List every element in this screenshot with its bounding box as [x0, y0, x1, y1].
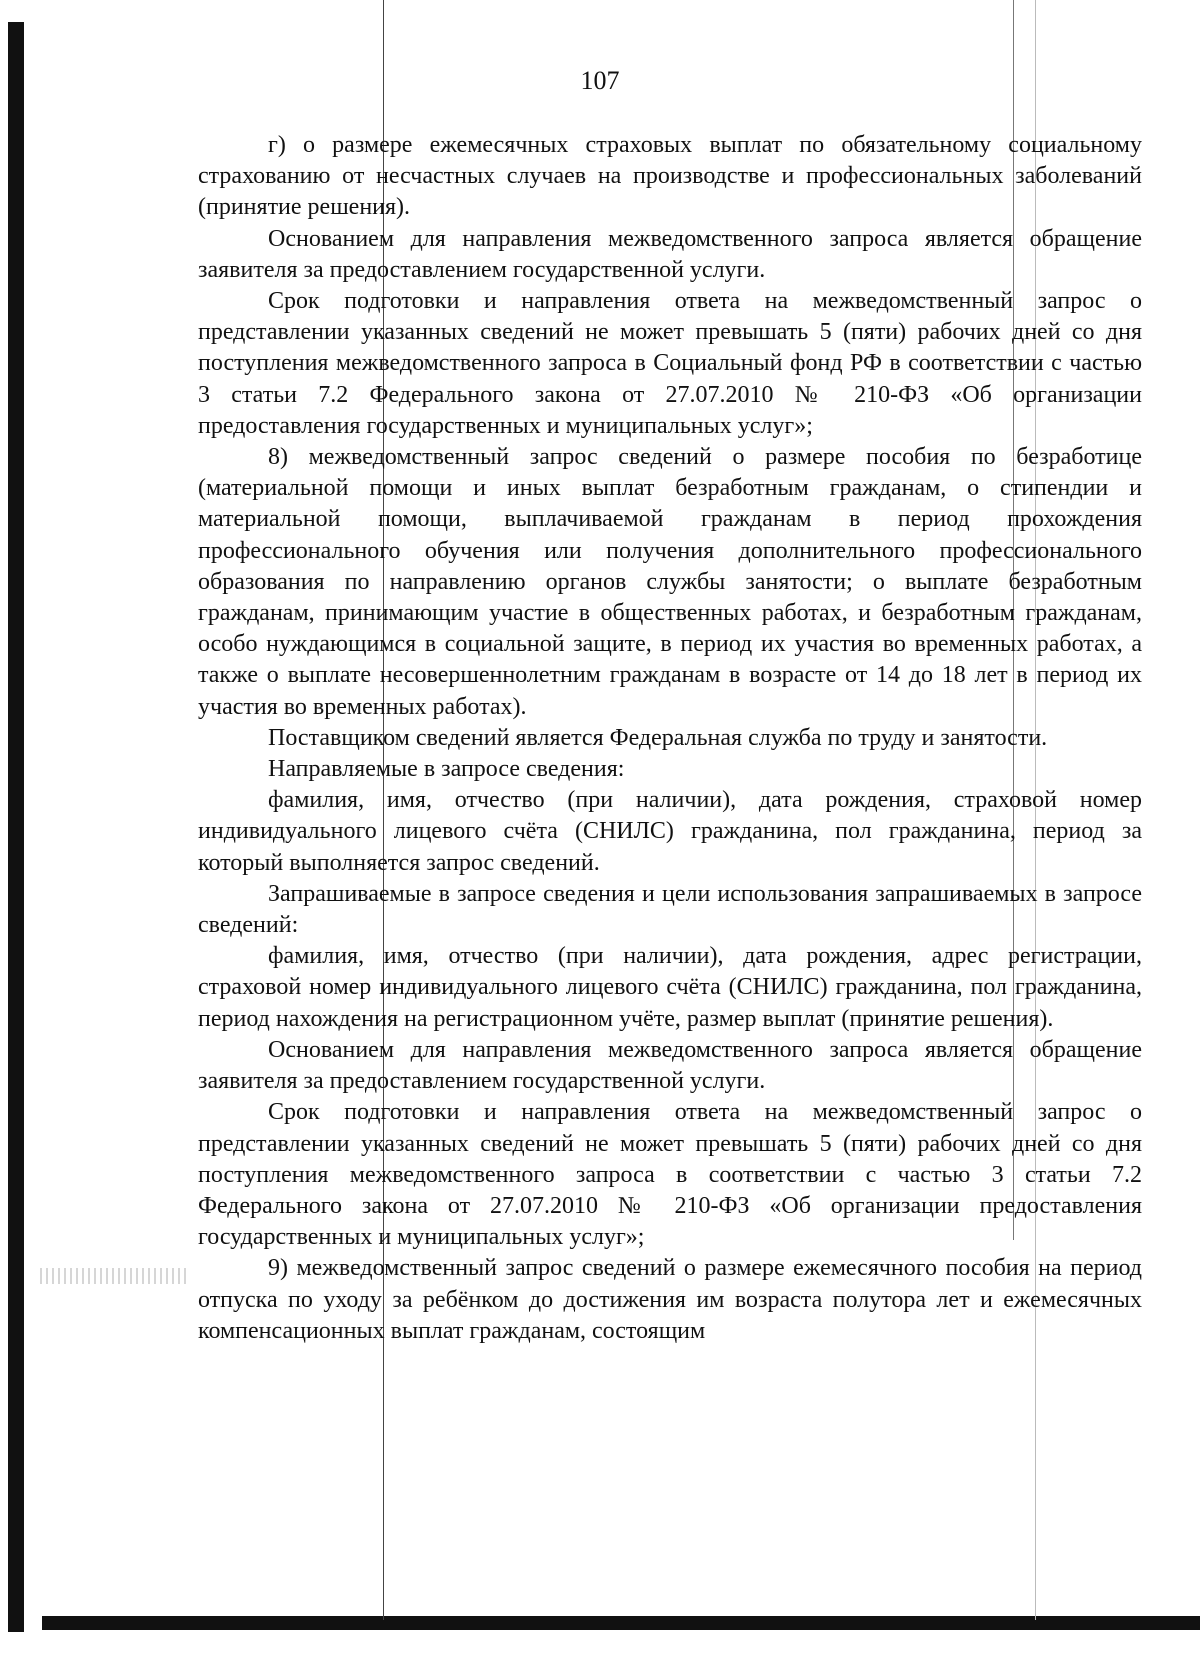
paragraph: фамилия, имя, отчество (при наличии), дата рождения, адрес регистрации, страховой номер индивидуального лицевого счёта (СНИЛС) гражданина, пол гражданина, период нахождения на регистрационном учёте, размер выплат (принятие решения).	[198, 943, 1142, 1032]
paragraph: г) о размере ежемесячных страховых выплат по обязательному социальному страхованию от несчастных случаев на производстве и профессиональных заболеваний (принятие решения).	[198, 132, 1142, 221]
paragraph: фамилия, имя, отчество (при наличии), дата рождения, страховой номер индивидуального лицевого счёта (СНИЛС) гражданина, пол гражданина, период за который выполняется запрос сведений.	[198, 787, 1142, 876]
scan-edge-bottom	[42, 1616, 1200, 1630]
paragraph: Основанием для направления межведомственного запроса является обращение заявителя за предоставлением государственной услуги.	[198, 1036, 1142, 1095]
paragraph: Направляемые в запросе сведения:	[268, 756, 625, 783]
paragraph: Основанием для направления межведомственного запроса является обращение заявителя за предоставлением государственной услуги.	[198, 225, 1142, 283]
paragraph: 8) межведомственный запрос сведений о размере пособия по безработице (материальной помощи и иных выплат безработным гражданам, о стипендии и материальной помощи, выплачиваемой гражданам в период прохождения профессионального обучения или получения дополнительного профессионального образования по направлению органов службы занятости; о выплате безработным гражданам, принимающим участие в общественных работах, и безработным гражданам, особо нуждающимся в социальной защите, в период их участия во временных работах, а также о выплате несовершеннолетним гражданам в возрасте от 14 до 18 лет в период их участия во временных работах).	[198, 444, 1142, 720]
scan-edge-left	[8, 22, 24, 1632]
paragraph: 9) межведомственный запрос сведений о размере ежемесячного пособия на период отпуска по уходу за ребёнком до достижения им возраста полутора лет и ежемесячных компенсационных выплат гражданам, состоящим	[198, 1255, 1142, 1344]
paragraph: Срок подготовки и направления ответа на межведомственный запрос о представлении указанных сведений не может превышать 5 (пяти) рабочих дней со дня поступления межведомственного запроса в Социальный фонд РФ в соответствии с частью 3 статьи 7.2 Федерального закона от 27.07.2010 № 210-ФЗ «Об организации предоставления государственных и муниципальных услуг»;	[198, 288, 1142, 439]
document-body	[198, 130, 1142, 1347]
paragraph: Поставщиком сведений является Федеральная служба по труду и занятости.	[268, 724, 1048, 751]
paragraph: Срок подготовки и направления ответа на межведомственный запрос о представлении указанных сведений не может превышать 5 (пяти) рабочих дней со дня поступления межведомственного запроса в соответствии с частью 3 статьи 7.2 Федерального закона от 27.07.2010 № 210-ФЗ «Об организации предоставления государственных и муниципальных услуг»;	[198, 1099, 1142, 1251]
page-number: 107	[580, 66, 620, 95]
scan-noise	[40, 1268, 190, 1284]
paragraph: Запрашиваемые в запросе сведения и цели использования запрашиваемых в запросе сведений:	[198, 880, 1142, 939]
